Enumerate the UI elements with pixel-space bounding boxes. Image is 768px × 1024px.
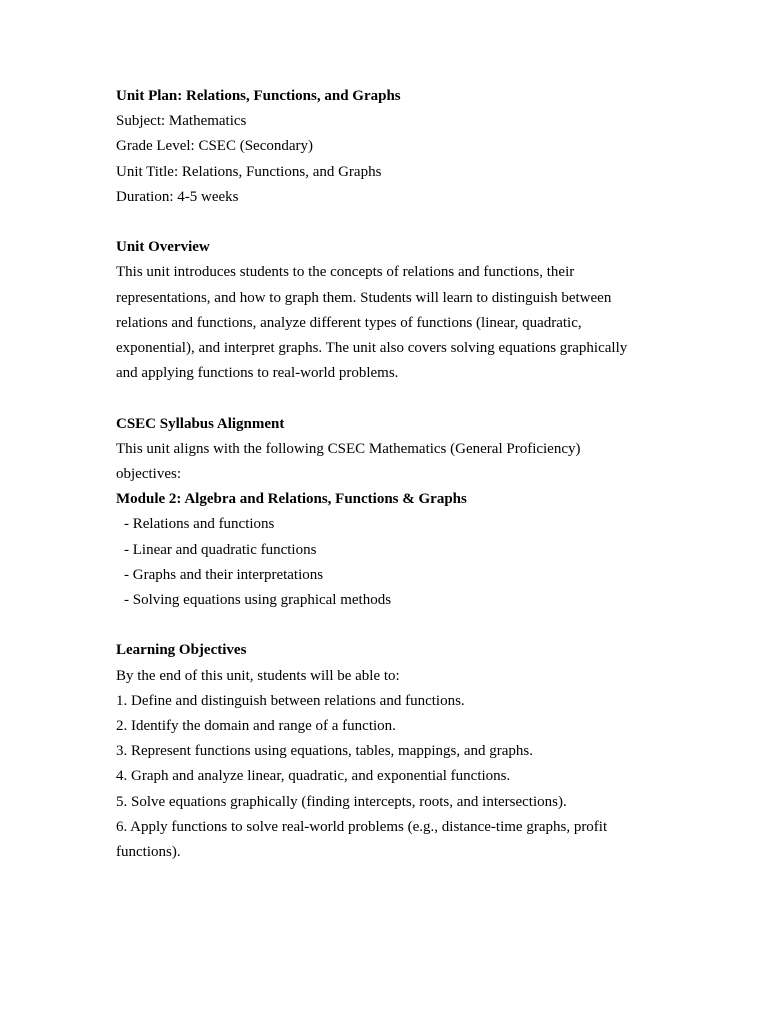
objective-item: 4. Graph and analyze linear, quadratic, and exponential functions. <box>116 768 511 785</box>
objectives-intro: By the end of this unit, students will be able to: <box>116 667 400 684</box>
duration-line: Duration: 4-5 weeks <box>116 188 239 205</box>
syllabus-list-item: - Solving equations using graphical methods <box>124 592 392 609</box>
document-page <box>116 84 656 865</box>
overview-line: relations and functions, analyze different types of functions (linear, quadratic, <box>116 314 582 331</box>
syllabus-intro-line: This unit aligns with the following CSEC Mathematics (General Proficiency) <box>116 440 581 457</box>
overview-line: exponential), and interpret graphs. The unit also covers solving equations graphically <box>116 340 628 357</box>
subject-line: Subject: Mathematics <box>116 113 247 130</box>
overview-line: and applying functions to real-world problems. <box>116 365 399 382</box>
spacer <box>116 613 656 638</box>
objective-item: 5. Solve equations graphically (finding intercepts, roots, and intersections). <box>116 793 567 810</box>
objective-item: 2. Identify the domain and range of a function. <box>116 718 396 735</box>
overview-heading: Unit Overview <box>116 239 210 256</box>
unit-title-line: Unit Title: Relations, Functions, and Graphs <box>116 163 382 180</box>
spacer <box>116 386 656 411</box>
module-heading: Module 2: Algebra and Relations, Functions & Graphs <box>116 491 467 508</box>
grade-level-line: Grade Level: CSEC (Secondary) <box>116 138 314 155</box>
document-title: Unit Plan: Relations, Functions, and Graphs <box>116 88 401 104</box>
overview-line: This unit introduces students to the concepts of relations and functions, their <box>116 264 575 281</box>
syllabus-list-item: - Linear and quadratic functions <box>124 541 317 558</box>
spacer <box>116 210 656 235</box>
syllabus-list-item: - Relations and functions <box>124 516 275 533</box>
objectives-heading: Learning Objectives <box>116 642 247 659</box>
objective-item: 3. Represent functions using equations, tables, mappings, and graphs. <box>116 743 534 760</box>
syllabus-list-item: - Graphs and their interpretations <box>124 566 324 583</box>
syllabus-heading: CSEC Syllabus Alignment <box>116 415 285 432</box>
syllabus-intro-line: objectives: <box>116 466 181 483</box>
overview-line: representations, and how to graph them. Students will learn to distinguish between <box>116 289 612 306</box>
objective-item: 6. Apply functions to solve real-world problems (e.g., distance-time graphs, profit <box>116 818 608 835</box>
objective-item-continuation: functions). <box>116 844 181 861</box>
objective-item: 1. Define and distinguish between relations and functions. <box>116 692 465 709</box>
